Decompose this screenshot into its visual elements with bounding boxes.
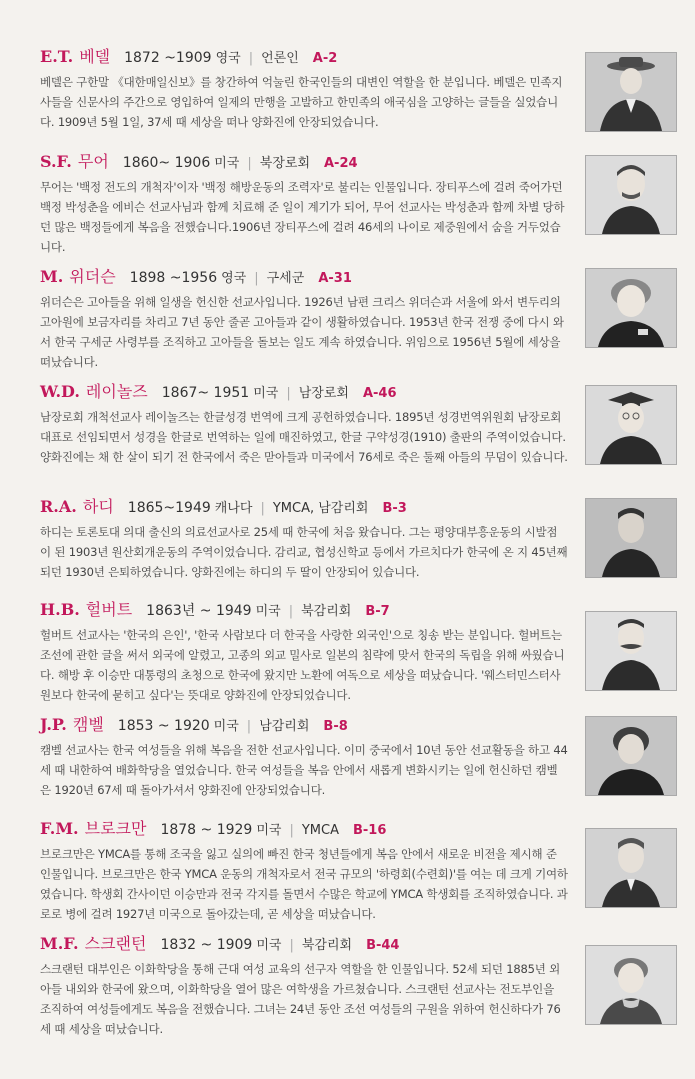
korean-name: 하디: [82, 497, 114, 516]
grave-code: A-46: [362, 386, 397, 401]
organization: YMCA: [301, 823, 339, 838]
grave-code: B-3: [382, 501, 407, 516]
country: 미국: [214, 156, 240, 171]
portrait-photo: [585, 945, 677, 1025]
organization: 남감리회: [259, 719, 310, 734]
grave-code: B-16: [352, 823, 387, 838]
biography: 무어는 '백정 전도의 개척자'이자 '백정 해방운동의 조력자'로 불리는 인물입니다. 장티푸스에 걸려 죽어가던 백정 박성춘을 에비슨 선교사님과 함께 치료해 준 일이 계기가 되어, 무어 선교사는 박성춘과 함께 차별 당하던 많은 백정들에게 복음을 전했습니다.1906년 장티푸스에 걸려 46세의 나이로 제중원에서 숨을 거두었습니다.: [40, 180, 565, 254]
entry-header: [40, 712, 675, 734]
separator: |: [289, 823, 294, 838]
entry-header: [40, 44, 675, 66]
years: 1898 ~1956: [129, 270, 218, 286]
portrait-photo: [585, 268, 677, 348]
portrait-photo: [585, 155, 677, 235]
biography: 남장로회 개척선교사 레이놀즈는 한글성경 번역에 크게 공헌하였습니다. 1895년 성경번역위원회 남장로회 대표로 선임되면서 성경을 한글로 번역하는 일에 매진하였고, 한글 구약성경(1910) 출판의 주역이었습니다. 양화진에는 채 한 살이 되기 전 한국에서 죽은 맏아들과 미국에서 76세로 죽은 둘째 아들의 무덤이 있습니다.: [40, 410, 568, 464]
korean-name: 헐버트: [85, 600, 133, 619]
korean-name: 베델: [79, 47, 111, 66]
biography: 캠벨 선교사는 한국 여성들을 위해 복음을 전한 선교사입니다. 이미 중국에서 10년 동안 선교활동을 하고 44세 때 내한하여 배화학당을 열었습니다. 한국 여성들을 복음 안에서 새롭게 변화시키는 일에 헌신하던 캠벨은 1920년 67세 때 돌아가셔서 양화진에 안장되었습니다.: [40, 743, 568, 797]
grave-code: A-31: [318, 271, 352, 286]
biography: 하디는 토론토대 의대 출신의 의료선교사로 25세 때 한국에 처음 왔습니다. 그는 평양대부흥운동의 시발점이 된 1903년 원산회개운동의 주역이었습니다. 감리교, 협성신학교 등에서 가르치다가 한국에 온 지 45년째 되던 1930년 은퇴하였습니다. 양화진에는 하디의 두 딸이 안장되어 있습니다.: [40, 525, 568, 579]
entry-scranton: [40, 931, 675, 1039]
entry-header: [40, 379, 675, 401]
country: 미국: [256, 823, 282, 838]
years: 1863년 ~ 1949: [146, 603, 252, 619]
initials: E.T.: [40, 47, 74, 66]
grave-code: B-7: [365, 604, 390, 619]
years: 1832 ~ 1909: [160, 937, 253, 953]
biography: 위더슨은 고아들을 위해 일생을 헌신한 선교사입니다. 1926년 남편 크리스 위더슨과 서울에 와서 변두리의 고아원에 보금자리를 차리고 7년 동안 줄곧 고아들과 같이 생활하였습니다. 1953년 한국 전쟁 중에 다시 와서 한국 구세군 사령부를 조직하고 고아들을 돌보는 일도 계속 하였습니다. 위임으로 1956년 5월에 세상을 떠났습니다.: [40, 295, 564, 369]
organization: 북감리회: [301, 938, 353, 953]
organization: 북장로회: [259, 156, 310, 171]
biography: 스크랜턴 대부인은 이화학당을 통해 근대 여성 교육의 선구자 역할을 한 인물입니다. 52세 되던 1885년 외아들 내외와 한국에 왔으며, 이화학당을 열어 많은 여학생을 가르쳤습니다. 스크랜턴 선교사는 전도부인을 조직하여 여성들에게도 복음을 전했습니다. 그녀는 24년 동안 조선 여성들의 구원을 위하여 헌신하다가 76세 때 세상을 떠났습니다.: [40, 962, 561, 1036]
entry-hulbert: [40, 597, 675, 705]
portrait-photo: [585, 828, 677, 908]
separator: |: [286, 386, 291, 401]
country: 미국: [253, 386, 279, 401]
separator: |: [248, 51, 254, 66]
entry-header: [40, 494, 675, 516]
separator: |: [288, 604, 294, 619]
entry-wetherson: [40, 264, 675, 372]
initials: F.M.: [40, 819, 79, 838]
entry-header: [40, 816, 675, 838]
country: 미국: [255, 604, 281, 619]
portrait-photo: [585, 611, 677, 691]
separator: |: [247, 156, 252, 171]
separator: |: [246, 719, 252, 734]
entry-header: [40, 931, 675, 953]
entry-header: [40, 264, 675, 286]
grave-code: A-24: [324, 156, 358, 171]
country: 미국: [213, 719, 239, 734]
korean-name: 위더슨: [69, 267, 116, 286]
years: 1878 ~ 1929: [160, 822, 253, 838]
entry-reynolds: [40, 379, 675, 467]
grave-code: B-8: [323, 719, 348, 734]
portrait-photo: [585, 716, 677, 796]
biography: 헐버트 선교사는 '한국의 은인', '한국 사람보다 더 한국을 사랑한 외국인'으로 칭송 받는 분입니다. 헐버트는 조선에 관한 글을 써서 외국에 알렸고, 고종의 외교 밀사로 일본의 침략에 맞서 한국의 독립을 위해 싸웠습니다. 해방 후 이승만 대통령의 초청으로 한국에 왔지만 노환에 여독으로 세상을 떠났습니다. '웨스터민스터사원보다 한국에 묻히고 싶다'는 뜻대로 양화진에 안장되었습니다.: [40, 628, 565, 702]
country: 캐나다: [214, 501, 253, 516]
entry-brockman: [40, 816, 675, 924]
entry-bethell: [40, 44, 675, 132]
initials: H.B.: [40, 600, 80, 619]
separator: |: [260, 501, 265, 516]
biography: 베델은 구한말 《대한매일신보》를 창간하여 억눌린 한국인들의 대변인 역할을 한 분입니다. 베델은 민족지사들을 신문사의 주간으로 영입하여 일제의 만행을 고발하고 한민족의 애국심을 고양하는 글들을 실었습니다. 1909년 5월 1일, 37세 때 세상을 떠나 양화진에 안장되었습니다.: [40, 75, 563, 129]
separator: |: [254, 271, 259, 286]
initials: W.D.: [40, 382, 80, 401]
years: 1860~ 1906: [122, 155, 211, 171]
organization: 남장로회: [298, 386, 349, 401]
entry-campbell: [40, 712, 675, 800]
portrait-photo: [585, 52, 677, 132]
korean-name: 브로크만: [84, 819, 147, 838]
initials: S.F.: [40, 152, 72, 171]
initials: R.A.: [40, 497, 77, 516]
organization: 구세군: [266, 271, 305, 286]
korean-name: 무어: [77, 152, 109, 171]
initials: M.F.: [40, 934, 79, 953]
years: 1867~ 1951: [161, 385, 250, 401]
organization: YMCA, 남감리회: [272, 501, 369, 516]
initials: J.P.: [40, 715, 67, 734]
organization: 언론인: [261, 51, 299, 66]
grave-code: B-44: [366, 938, 400, 953]
years: 1853 ~ 1920: [117, 718, 210, 734]
organization: 북감리회: [301, 604, 352, 619]
korean-name: 레이놀즈: [85, 382, 148, 401]
korean-name: 캠벨: [72, 715, 104, 734]
country: 미국: [256, 938, 282, 953]
grave-code: A-2: [312, 51, 338, 66]
country: 영국: [215, 51, 241, 66]
separator: |: [289, 938, 294, 953]
country: 영국: [221, 271, 247, 286]
initials: M.: [40, 267, 64, 286]
years: 1872 ~1909: [124, 50, 212, 66]
entry-moore: [40, 149, 675, 257]
korean-name: 스크랜턴: [84, 934, 147, 953]
portrait-photo: [585, 385, 677, 465]
portrait-photo: [585, 498, 677, 578]
entry-hardie: [40, 494, 675, 582]
biography: 브로크만은 YMCA를 통해 조국을 잃고 실의에 빠진 한국 청년들에게 복음 안에서 새로운 비전을 제시해 준 인물입니다. 브로크만은 한국 YMCA 운동의 개척자로서 전국 규모의 '하령회(수련회)'를 여는 데 크게 기여하였습니다. 학생회 간사이던 이승만과 전국 각지를 돌면서 수많은 학교에 YMCA 학생회를 조직하였습니다. 과로로 병에 걸려 1927년 미국으로 돌아갔는데, 곧 세상을 떠났습니다.: [40, 847, 568, 921]
entry-header: [40, 149, 675, 171]
entry-header: [40, 597, 675, 619]
years: 1865~1949: [127, 500, 211, 516]
